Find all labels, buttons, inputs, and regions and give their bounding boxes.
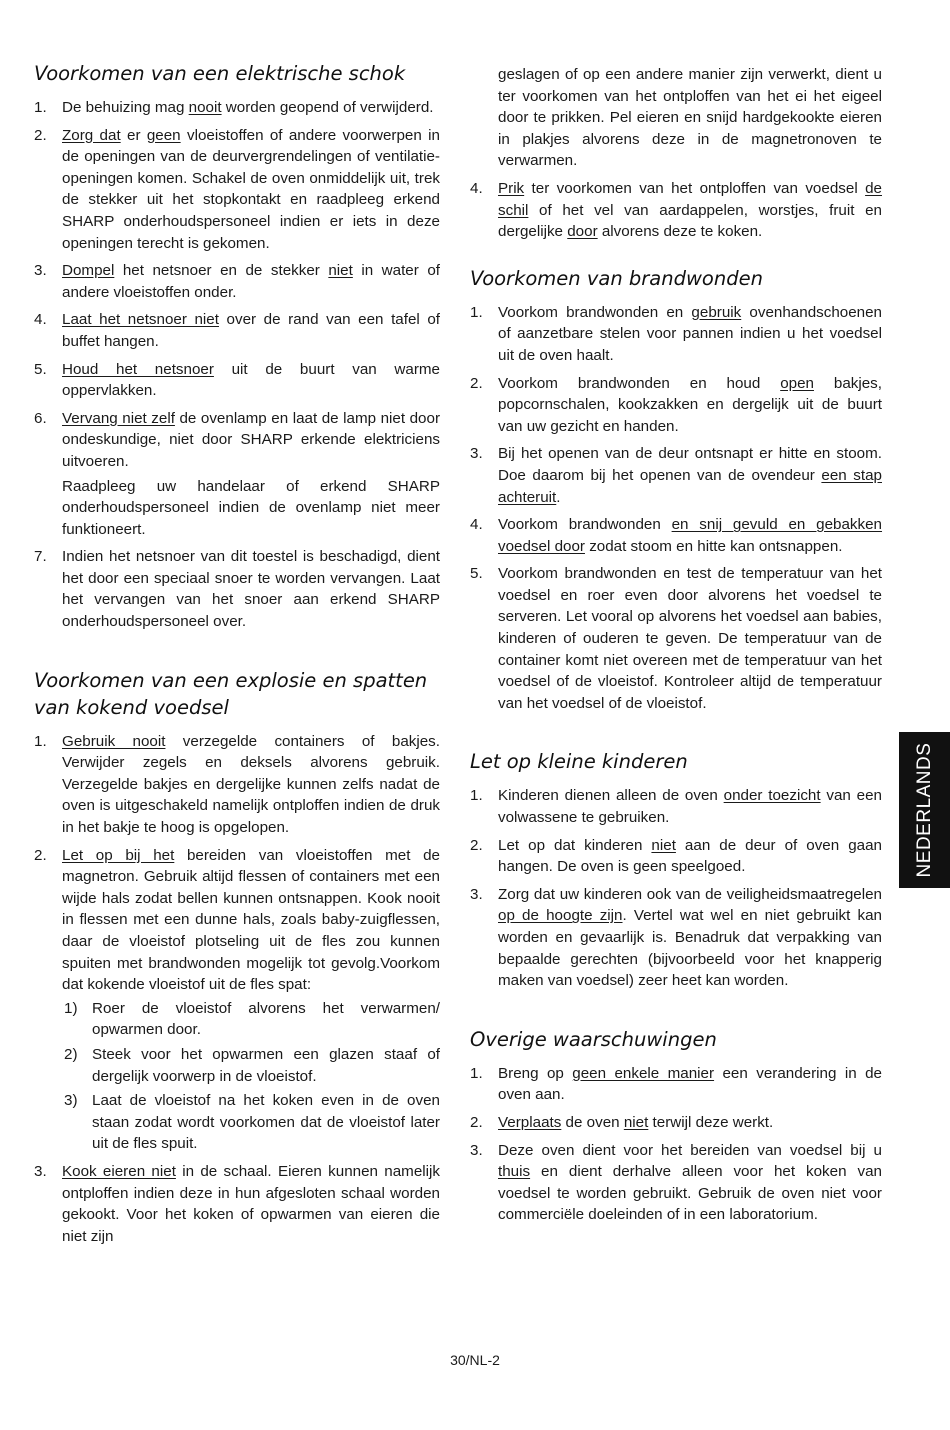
page-number: 30/NL-2 [450, 1352, 500, 1368]
item-number: 3. [470, 1141, 483, 1159]
item-text: verzegelde containers of bakjes. Verwijder zegels en deksels alvorens gebruik. Verzegelde bakjes en dergelijke kunnen zelfs nadat de oven is uitgeschakeld namelijk ontploffen indien de druk in het bakje te hoog is opgelopen. [62, 732, 440, 837]
underlined-text: geen [146, 126, 181, 144]
item-text: Voorkom brandwonden en [498, 303, 692, 321]
section-title: Voorkomen van een elektrische schok [34, 62, 406, 85]
item-text: Breng op [498, 1064, 573, 1082]
section [470, 748, 882, 991]
item-text: worden geopend of verwijderd. [221, 99, 434, 116]
item-number: 2. [470, 374, 483, 392]
list-item [470, 835, 882, 878]
list-item [470, 443, 882, 508]
item-text: terwijl deze werkt. [648, 1113, 774, 1131]
item-number: 4. [34, 311, 47, 329]
numbered-list [34, 731, 440, 1248]
section-title: Let op kleine kinderen [470, 750, 688, 774]
list-item [470, 785, 882, 828]
numbered-list [470, 1063, 882, 1226]
item-text: in water of andere vloeistoffen onder. [62, 262, 440, 301]
item-text: in de schaal. Eieren kunnen namelijk ontploffen indien deze in hun afgesloten schaal worden gekookt. Voor het koken of opwarmen van eieren die niet zijn [62, 1162, 440, 1245]
list-item [34, 408, 440, 541]
item-number: 2. [34, 846, 47, 864]
item-number: 5. [470, 565, 483, 583]
underlined-text: op de hoogte zijn [498, 907, 623, 925]
item-extra-text: Raadpleeg uw handelaar of erkend SHARP onderhoudspersoneel indien de ovenlamp niet meer funktioneert. [62, 477, 440, 538]
item-text: een verandering in de oven aan. [498, 1064, 882, 1104]
list-item [34, 97, 440, 119]
item-text: uit de buurt van warme oppervlakken. [62, 360, 440, 400]
underlined-text: de schil [498, 179, 882, 219]
underlined-text: Gebruik nooit [62, 732, 166, 750]
list-item [470, 1112, 882, 1134]
section-title: Overige waarschuwingen [470, 1027, 717, 1051]
item-text: alvorens deze te koken. [597, 223, 763, 241]
numbered-list [34, 97, 440, 633]
left-column [34, 60, 440, 1281]
sub-list-item [62, 1090, 440, 1155]
underlined-text: en snij gevuld en gebakken voedsel door [498, 516, 883, 555]
underlined-text: een stap achteruit [498, 466, 882, 506]
underlined-text: gebruik [691, 303, 742, 321]
item-text: Kinderen dienen alleen de oven [498, 787, 724, 805]
underlined-text: niet [651, 836, 676, 854]
item-text: . [556, 488, 561, 506]
item-text: Deze oven dient voor het bereiden van voedsel bij u [498, 1141, 882, 1159]
underlined-text: onder toezicht [723, 787, 821, 805]
item-text: de oven [561, 1113, 624, 1131]
underlined-text: Vervang niet zelf [62, 409, 175, 427]
underlined-text: niet [328, 262, 353, 280]
right-column [470, 64, 882, 1260]
item-text: Let op dat kinderen [498, 836, 652, 854]
item-text: Bij het openen van de deur ontsnapt er hitte en stoom. Doe daarom bij het openen van de ovendeur [498, 445, 882, 484]
list-item [34, 309, 440, 352]
list-item [470, 884, 882, 992]
item-number: 5. [34, 360, 47, 378]
item-number: 7. [34, 548, 47, 566]
list-item [470, 373, 882, 438]
item-text: aan de deur of oven gaan hangen. De oven is geen speelgoed. [498, 836, 882, 876]
item-number: 4. [470, 179, 483, 197]
sub-list [62, 998, 440, 1155]
item-text: over de rand van een tafel of buffet hangen. [62, 311, 441, 350]
item-text: bakjes, popcornschalen, kookzakken en dergelijk uit de buurt van uw gezicht en handen. [498, 374, 882, 435]
sub-item-number: 3) [64, 1092, 78, 1110]
list-item [470, 1140, 882, 1226]
sub-list-item [62, 998, 440, 1041]
list-item [34, 1161, 440, 1247]
underlined-text: thuis [498, 1163, 531, 1181]
sub-item-text: Steek voor het opwarmen een glazen staaf of dergelijk voorwerp in de vloeistof. [92, 1045, 440, 1085]
item-number: 2. [470, 1113, 483, 1131]
item-number: 2. [470, 836, 483, 854]
numbered-list [470, 785, 882, 991]
item-number: 3. [34, 1162, 47, 1180]
item-text: bereiden van vloeistoffen met de magnetron. Gebruik altijd flessen of containers met een wijde hals zodat bellen kunnen ontsnappen. Kook nooit in flessen met een dunne hals, zoals baby-zuigflessen, daar de vloeistof plotseling uit de fles zou kunnen spuiten met brandwonden mogelijk tot gevolg.Voorkom dat kokende vloeistof uit de fles spat: [62, 846, 440, 994]
item-text: Voorkom brandwonden [498, 516, 672, 534]
section [34, 60, 440, 633]
continued-section [470, 64, 882, 243]
sub-item-number: 2) [64, 1045, 78, 1063]
list-item [34, 546, 440, 632]
sub-item-text: Laat de vloeistof na het koken even in de oven staan zodat wordt voorkomen dat de vloeistof later uit de fles spuit. [92, 1092, 440, 1153]
item-text: . Vertel wat wel en niet gebruikt kan worden en gevaarlijk is. Benadruk dat verpakking van bepaalde gerechten (bijvoorbeeld voor het knapperig maken van voedsel) zeer heet kan worden. [498, 907, 883, 990]
section-title: Voorkomen van brandwonden [470, 266, 763, 290]
list-item [470, 178, 882, 243]
underlined-text: geen enkele manier [572, 1064, 715, 1082]
sub-list-item [62, 1044, 440, 1087]
list-item [470, 563, 882, 714]
item-text: Zorg dat uw kinderen ook van de veiligheidsmaatregelen [498, 885, 882, 903]
item-text: Indien het netsnoer van dit toestel is beschadigd, dient het door een speciaal snoer te worden vervangen. Laat het vervangen van het snoer aan erkend SHARP onderhoudspersoneel over. [62, 548, 440, 631]
item-number: 4. [470, 516, 483, 534]
section [34, 667, 440, 1248]
item-number: 1. [470, 1064, 483, 1082]
item-text: ter voorkomen van het ontploffen van voedsel [524, 179, 866, 197]
numbered-list [470, 302, 882, 715]
underlined-text: open [780, 374, 814, 392]
item-text: of het vel van aardappelen, worstjes, fruit en dergelijke [498, 201, 882, 241]
item-text: Voorkom brandwonden en houd [498, 374, 781, 392]
item-text: er [120, 126, 147, 144]
underlined-text: Let op bij het [62, 846, 175, 864]
list-item [470, 302, 882, 367]
item-number: 1. [470, 303, 483, 321]
underlined-text: door [567, 223, 598, 241]
list-item [34, 731, 440, 839]
section [470, 1026, 882, 1226]
language-tab [899, 732, 950, 888]
item-text: vloeistoffen of andere voorwerpen in de openingen van de deurvergrendelingen of ventilatie-openingen komen. Schakel de oven onmiddelijk uit, trek de stekker uit het stopkontakt en raadpleeg erkend SHARP onderhoudspersoneel indien er iets in deze openingen terecht is gekomen. [62, 126, 440, 252]
underlined-text: nooit [188, 99, 222, 116]
list-item [34, 359, 440, 402]
list-item [470, 1063, 882, 1106]
list-item [34, 845, 440, 1155]
underlined-text: Laat het netsnoer niet [62, 311, 219, 329]
item-text: De behuizing mag [62, 99, 189, 116]
underlined-text: Verplaats [498, 1113, 562, 1131]
continued-text: geslagen of op een andere manier zijn verwerkt, dient u ter voorkomen van het ontploffen van het ei het eigeel door te prikken. Pel eieren en snijd hardgekookte eieren in plakjes alvorens deze in de magnetronoven te verwarmen. [498, 66, 882, 170]
item-text: zodat stoom en hitte kan ontsnappen. [584, 537, 843, 555]
underlined-text: Prik [498, 179, 525, 197]
item-text: de ovenlamp en laat de lamp niet door ondeskundige, niet door SHARP erkende elektriciens uitvoeren. [62, 409, 440, 470]
underlined-text: Kook eieren niet [62, 1162, 176, 1180]
language-tab-label: NEDERLANDS [913, 742, 935, 878]
item-text: en dient derhalve alleen voor het koken van voedsel te worden gebruikt. Gebruik de oven niet voor commerciële doeleinden of in een laboratorium. [498, 1163, 882, 1224]
underlined-text: Zorg dat [62, 126, 121, 144]
item-text: het netsnoer en de stekker [114, 262, 329, 280]
item-number: 6. [34, 409, 47, 427]
section-title: Voorkomen van een explosie en spatten van kokend voedsel [34, 668, 428, 719]
item-text: Voorkom brandwonden en test de temperatuur van het voedsel en roer even door alvorens het voedsel te serveren. Let vooral op alvorens het voedsel aan babies, kinderen of ouderen te geven. De temperatuur van de container komt niet overeen met de temperatuur van het voedsel of de vloeistof. Kontroleer altijd de temperatuur van het voedsel of de vloeistof. [498, 565, 882, 712]
item-text: ovenhandschoenen of aanzetbare stelen voor pannen indien u het voedsel uit de oven haalt. [498, 303, 883, 364]
item-number: 3. [470, 885, 483, 903]
section [470, 265, 882, 715]
underlined-text: niet [623, 1113, 649, 1131]
item-number: 1. [34, 99, 47, 116]
underlined-text: Dompel [62, 262, 115, 280]
item-number: 1. [34, 732, 47, 750]
list-item [470, 514, 882, 557]
item-number: 1. [470, 787, 483, 805]
item-number: 2. [34, 126, 47, 144]
item-number: 3. [34, 262, 47, 280]
sub-item-text: Roer de vloeistof alvorens het verwarmen/ opwarmen door. [92, 999, 440, 1039]
list-item [34, 260, 440, 303]
numbered-list [470, 178, 882, 243]
item-text: van een volwassene te gebruiken. [498, 787, 882, 827]
sub-item-number: 1) [64, 999, 78, 1017]
underlined-text: Houd het netsnoer [62, 360, 214, 378]
item-number: 3. [470, 445, 483, 463]
list-item [34, 125, 440, 255]
